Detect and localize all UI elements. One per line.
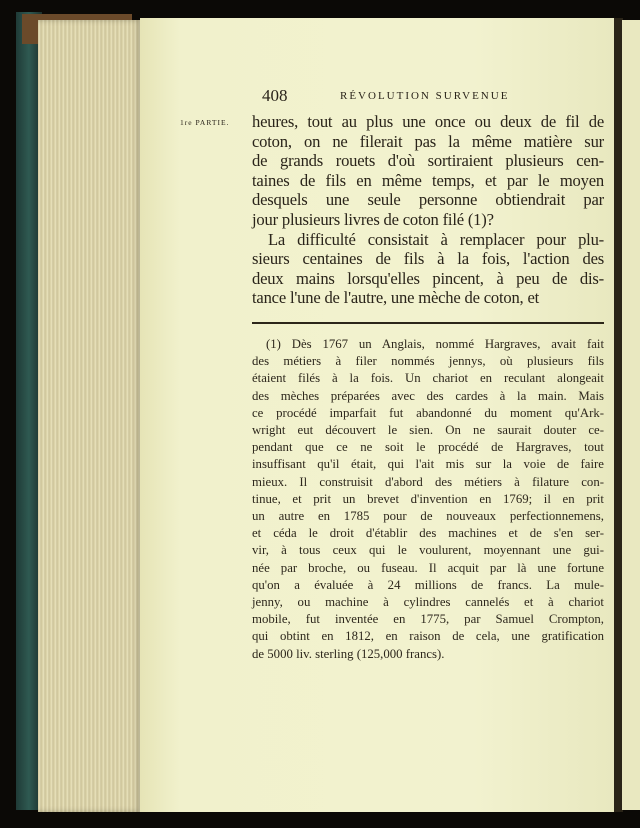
- body-line: taines de fils en même temps, et par le moyen: [252, 170, 604, 190]
- body-line: La difficulté consistait à remplacer pour plu-: [268, 229, 604, 249]
- footnote-rule: [252, 322, 604, 324]
- footnote-line: qui obtint en 1812, en raison de cela, une gratification: [252, 629, 604, 644]
- footnote-line: qu'on a évaluée à 24 millions de francs. La mule-: [252, 577, 604, 592]
- footnote-line: vir, à tous ceux qui le voulurent, moyennant une gui-: [252, 543, 604, 558]
- next-page-edge: [622, 20, 640, 810]
- footnote-line: ce procédé imparfait fut abandonné du moment qu'Ark-: [252, 405, 604, 420]
- footnote-line: et céda le droit d'établir des machines et de s'en ser-: [252, 526, 604, 541]
- footnote-line: jenny, ou machine à cylindres cannelés et à chariot: [252, 595, 604, 609]
- page-number: 408: [262, 86, 288, 105]
- body-line: jour plusieurs livres de coton filé (1)?: [252, 210, 494, 229]
- margin-note: 1re PARTIE.: [180, 118, 230, 127]
- footnote-line: née par broche, ou fuseau. Il acquit par là une fortune: [252, 560, 604, 575]
- body-line: coton, on ne filerait pas la même matière sur: [252, 131, 604, 151]
- body-line: tance l'une de l'autre, une mèche de coton, et: [252, 288, 540, 308]
- footnote-line: tinue, et prit un brevet d'invention en 1769; il en prit: [252, 491, 604, 506]
- body-line: desquels une seule personne obtiendrait par: [252, 190, 604, 210]
- footnote-line: insuffisant qu'il était, qui l'ait mis sur la voie de faire: [252, 457, 604, 472]
- footnote-line: des métiers à filer nommés jennys, où plusieurs fils: [252, 354, 604, 369]
- footnote-line: pendant que ce ne soit le procédé de Hargraves, tout: [252, 440, 604, 455]
- footnote-line: de 5000 liv. sterling (125,000 francs).: [252, 646, 445, 661]
- footnote-line: mieux. Il construisit d'abord des métiers à filature con-: [252, 474, 604, 489]
- footnote-line: des mèches préparées avec des cardes à la main. Mais: [252, 388, 604, 403]
- body-line: sieurs centaines de fils à la fois, l'action des: [252, 249, 604, 269]
- footnote-line: étaient filés à la fois. Un chariot en reculant alongeait: [252, 371, 604, 386]
- body-line: deux mains lorsqu'elles pincent, à peu de dis-: [252, 268, 604, 288]
- running-head: RÉVOLUTION SURVENUE: [340, 90, 510, 102]
- body-line: heures, tout au plus une once ou deux de fil de: [252, 112, 604, 131]
- page-edges: [38, 20, 142, 812]
- body-line: de grands rouets d'où sortiraient plusieurs cen-: [252, 151, 604, 171]
- footnote-line: mobile, fut inventée en 1775, par Samuel Crompton,: [252, 612, 604, 627]
- footnote-line: wright eut découvert le sien. On ne saurait douter ce-: [252, 423, 604, 437]
- footnote-line: un autre en 1785 pour de nouveaux perfectionnemens,: [252, 509, 604, 523]
- footnote-line: (1) Dès 1767 un Anglais, nommé Hargraves, avait fait: [266, 337, 604, 351]
